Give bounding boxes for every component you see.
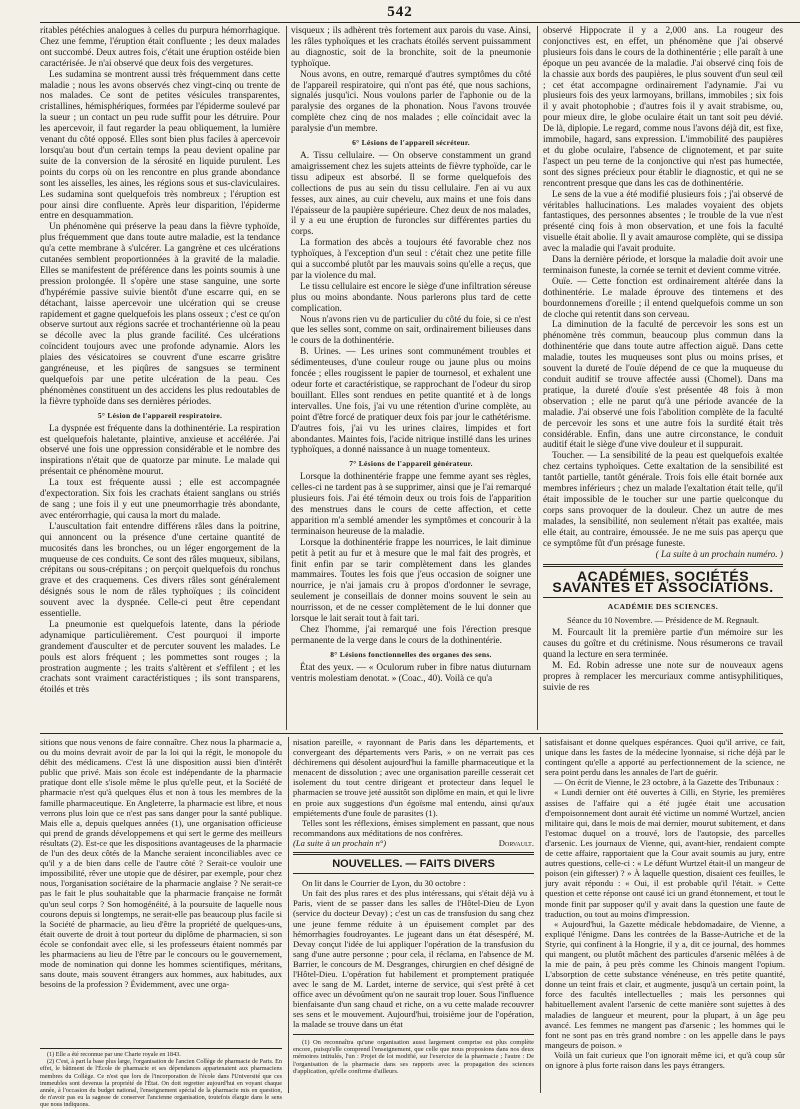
session-line: Séance du 10 Novembre. — Présidence de M. Regnault. <box>567 615 759 626</box>
paragraph: Dans la dernière période, et lorsque la maladie doit avoir une terminaison funeste, la cornée se ternit et devient comme vitrée. <box>543 255 783 276</box>
paragraph: L'auscultation fait entendre différens râles dans la poitrine, qui annoncent ou la présence d'une certaine quantité de mucosités dans les bronches, ou un léger engorgement de la muqueuse de ces conduits. Ce sont des râles muqueux, sibilans, crépitans ou sous-crépitans ; on perçoit quelquefois du ronchus grave et des craquemens. Ces divers râles sont généralement désignés sous le nom de râles typhoïques ; ils coïncident souvent avec la dyspnée. Celle-ci peut être cependant essentielle. <box>40 521 280 620</box>
page-number: 542 <box>387 4 413 20</box>
paragraph: Lorsque la dothinentérie frappe les nourrices, le lait diminue petit à petit au fur et à mesure que le mal fait des progrès, et finit enfin par se tarir complètement dans les glandes mammaires. Toutes les fois que j'eus occasion de soigner une nourrice, je n'ai jamais cru à propos d'ordonner le sevrage, seulement je conseillais de donner moins souvent le sein au nourrisson, et de ne cesser complètement de le lui donner que lorsque le lait serait tout à fait tari. <box>291 537 531 625</box>
paragraph: La pneumonie est quelquefois latente, dans la période adynamique particulièrement. C'est pourquoi il importe grandement d'ausculter et de percuter souvent les malades. Le pouls est alors fréquent ; les pommettes sont rouges ; la prostration augmente ; les traits s'altèrent et s'effilent ; et les crachats sont vraiment caractéristiques ; ils sont transparens, étoilés et très <box>40 619 280 696</box>
news-heading: NOUVELLES. — FAITS DIVERS <box>332 858 495 871</box>
column-separator <box>288 737 289 1093</box>
footnote: (1) On reconnaîtra qu'une organisation aussi largement comprise est plus complète encore, puisqu'elle comprend l'enseignement, que celle que nous proposions dans nos deux mémoires intitulés, l'un : Projet de loi modifié, sur l'exercice de la pharmacie ; l'autre : De l'organisation de la pharmacie dans ses rapports avec la propagation des sciences d'application, qu'elle confirme d'ailleurs. <box>293 1038 534 1076</box>
paragraph: — On écrit de Vienne, le 23 octobre, à la Gazette des Tribunaux : <box>554 777 779 788</box>
paragraph: Toucher. — La sensibilité de la peau est quelquefois exaltée chez certains typhoïques. Cette exaltation de la sensibilité est tantôt partielle, tantôt générale. Trois fois elle était bornée aux membres inférieurs ; chez un malade l'exaltation était telle, qu'il était impossible de le toucher sur une partie quelconque du corps sans provoquer de la douleur. Chez un autre de mes malades, la sensibilité, non seulement n'était pas exaltée, mais elle était, au contraire, émoussée. Je ne me suis pas aperçu que ce symptôme fût d'un présage funeste. <box>543 451 783 549</box>
paragraph: La dyspnée est fréquente dans la dothinentérie. La respiration est quelquefois haletante, plaintive, anxieuse et accélérée. J'ai observé une fois une oppression considérable et le nombre des inspirations n'était que de quatorze par minute. Le malade qui présentait ce phénomène mourut. <box>40 423 280 478</box>
paragraph: ritables pétéchies analogues à celles du purpura hémorrhagique. Chez une femme, l'éruption était confluente ; les deux malades ont succombé. Deux autres fois, c'était une éruption ostéide bien caractérisée. Je n'ai observé que deux fois des vergetures. <box>40 26 280 69</box>
paragraph: Ouïe. — Cette fonction est ordinairement altérée dans la dothinentérie. Le malade éprouve des tintemens et des bourdonnemens d'oreille ; il entend quelquefois comme un son de cloche qui retentit dans son cerveau. <box>543 276 783 320</box>
footnote-rule <box>293 1034 534 1035</box>
section-heading: 8° Lésions fonctionnelles des organes des sens. <box>330 649 492 659</box>
paragraph: La toux est fréquente aussi ; elle est accompagnée d'expectoration. Six fois les crachats étaient sanglans ou striés de sang ; une fois il y eut une pneumorrhagie très abondante, avec entérorrhagie, qui causa la mort du malade. <box>40 478 280 521</box>
paragraph: satisfaisant et donne quelques espérances. Quoi qu'il arrive, ce fait, unique dans les fastes de la médecine lyonnaise, si riche déjà par le contingent qu'elle a apporté au perfectionnement de la science, ne sera point perdu dans les annales de l'art de guérir. <box>545 737 785 778</box>
paragraph: La formation des abcès a toujours été favorable chez nos typhoïques, à l'exception d'un seul : c'était chez une petite fille qui a succombé plutôt par les mauvais soins qu'elle a reçus, que par la violence du mal. <box>291 238 531 281</box>
paragraph: M. Ed. Robin adresse une note sur de nouveaux agens propres à remplacer les mercuriaux comme antisyphilitiques, suivie de res <box>543 660 783 693</box>
paragraph: Nous n'avons rien vu de particulier du côté du foie, si ce n'est que les selles sont, comme on sait, ordinairement bilieuses dans le cours de la dothinentérie. <box>291 314 531 347</box>
section-divider <box>293 873 534 874</box>
column-separator <box>540 737 541 1093</box>
footnote: (2) C'est, à part la base plus large, l'organisation de l'ancien Collège de pharmacie de Paris. En effet, le bâtiment de l'École de pharmacie et ses dépendances appartenaient aux pharmaciens membres du Collège. Ce n'est que lors de l'incorporation de l'école dans l'Université que ces immeubles sont devenus la propriété de l'État. On doit regretter aujourd'hui en voyant chaque année, à l'occasion du budget national, l'enseignement spécial de la pharmacie mis en question, de n'avoir pas eu la sagesse de conserver l'ancienne organisation, toutefois élargie dans le sens que nous indiquons. <box>40 1058 282 1109</box>
bottom-column-1 <box>40 737 282 1045</box>
section-heading: 7° Lésions de l'appareil générateur. <box>349 459 473 469</box>
academy-heading: ACADÉMIE DES SCIENCES. <box>607 602 719 612</box>
author-signature: Dorvault. <box>498 837 534 848</box>
paragraph: visqueux ; ils adhèrent très fortement aux parois du vase. Ainsi, les râles typhoïques et les crachats étoilés servent puissamment au diagnostic, soit de la bronchite, soit de la pneumonie typhoïque. <box>291 26 531 69</box>
bottom-column-3 <box>545 737 785 1093</box>
paragraph: nisation pareille, « rayonnant de Paris dans les départements, et convergeant des départements vers Paris, » on ne verrait pas ces déchiremens qui désolent aujourd'hui la famille pharmaceutique et la menacent de dissolution ; avec une organisation pareille cesserait cet isolement du tout centre dirigeant et protecteur dans lequel le pharmacien se trouve jeté aussitôt son diplôme en main, et qui le livre en proie aux suggestions d'un égoïsme mal entendu, ainsi qu'aux empiétements d'une foule de parasites (1). <box>293 737 534 818</box>
paragraph: Le sens de la vue a été modifié plusieurs fois ; j'ai observé de véritables hallucinations. Les malades voyaient des objets fantastiques, des personnes absentes ; le trouble de la vue n'est présenté cinq fois à mon observation, et une fois la faculté visuelle était abolie. Il y avait amaurose complète, qui se dissipa avec la maladie qui l'avait produite. <box>543 189 783 255</box>
footnote: (1) Elle a été reconnue par une Charte royale en 1843. <box>47 1051 181 1058</box>
paragraph: sitions que nous venons de faire connaître. Chez nous la pharmacie a, ou du moins devrait avoir de par la loi qui la régit, le monopole du débit des médicamens. C'est là une disposition aussi bien d'intérêt public que privé. Mais son école est indépendante de la pharmacie pratique dont elle s'isole même le plus qu'elle peut, et la Société de pharmacie n'est qu'à quelques élus et non à tous les membres de la famille pharmaceutique. En Angleterre, la pharmacie est libre, et nous verrons plus loin que ce n'est pas sans danger pour la santé publique. Mais elle a, depuis quelques années (1), une organisation officieuse qui prend de grands développemens et qui sert le germe des meilleurs résultats (2). Est-ce que les dispositions avantageuses de la pharmacie de l'un des deux côtés de la Manche seraient inconciliables avec ce qu'il y a de bien dans celle de l'autre côté ? Serait-ce vouloir une impossibilité, rêver une utopie que de désirer, par exemple, pour chez nous, l'organisation sociétaire de la pharmacie anglaise ? Ne serait-ce pas le fait le plus souhaitable que la pharmacie française ne formât qu'un seul corps ? Son homogénéité, à la poursuite de laquelle nous courons depuis si longtemps, ne serait-elle pas beaucoup plus facile si la Société de pharmacie, au lieu d'être la propriété de quelques-uns, était ouverte de droit à tout porteur du diplôme de pharmacien, si son école se confondait avec elle, si les professeurs étaient nommés par les pharmaciens au lieu de l'être par le concours ou le gouvernement, mode de nomination qui donne les hommes scientifiques, méritans, sans doute, mais souvent étrangers aux hommes, aux habitudes, aux besoins de la profession ? Évidemment, avec une orga- <box>40 737 282 990</box>
paragraph: A. Tissu cellulaire. — On observe constamment un grand amaigrissement chez les sujets atteints de fièvre typhoïde, car le tissu adipeux est absorbé. Il se forme quelquefois des collections de pus au sein du tissu cellulaire. J'en ai vu aux fesses, aux aines, au cuir chevelu, aux mains et une fois dans l'épaisseur de la paupière supérieure. Chez deux de nos malades, il y a eu une éruption de furoncles sur différentes parties du corps. <box>291 150 531 238</box>
paragraph: Un phénomène qui préserve la peau dans la fièvre typhoïde, plus fréquemment que dans toute autre maladie, est la tendance qu'a cette membrane à s'ulcérer. La gangrène et ces ulcérations cutanées semblent proportionnées à la gravité de la maladie. Elles se manifestent de préférence dans les points soumis à une pression prolongée. Il s'opère une stase sanguine, une sorte d'hypérémie passive suivie bientôt d'une escarre qui, en se détachant, laisse apercevoir une ulcération qui se creuse rapidement et gagne quelquefois les plans osseux ; c'est ce qu'on observe surtout aux régions sacrée et trochantérienne où la peau se décolle avec la plus grande facilité. Ces ulcérations coïncident toujours avec une profonde adynamie. Alors les plaies des vésicatoires se couvrent d'une escarre grisâtre gangréneuse, et les piqûres de sangsues se terminent quelquefois par une petite ulcération de la peau. Ces phénomènes constituent un des accidens les plus redoutables de la fièvre typhoïde dans ses dernières périodes. <box>40 222 280 407</box>
paragraph: Lorsque la dothinentérie frappe une femme ayant ses règles, celles-ci ne tardent pas à se supprimer, ainsi que je l'ai remarqué plusieurs fois. J'ai été témoin deux ou trois fois de l'apparition des menstrues dans le cours de cette affection, et cette apparition m'a semblé amender les symptômes et concourir à la terminaison heureuse de la maladie. <box>291 472 531 537</box>
paragraph: Le tissu cellulaire est encore le siège d'une infiltration séreuse plus ou moins abondante. Nous parlerons plus tard de cette complication. <box>291 281 531 314</box>
footnotes <box>40 1048 282 1109</box>
section-divider <box>543 597 783 598</box>
paragraph: observé Hippocrate il y a 2,000 ans. La rougeur des conjonctives est, en effet, un phénomène que j'ai observé plusieurs fois dans le cours de la dothinentérie ; elle paraît à une époque un peu avancée de la maladie. J'ai observé cinq fois de la chassie aux bords des paupières, le plus souvent d'un seul œil ; cet état accompagne ordinairement l'adynamie. J'ai vu plusieurs fois des yeux larmoyans, brillans, immobiles ; six fois il y avait photophobie ; d'autres fois il y avait strabisme, ou, pour mieux dire, le globe oculaire était un tant soit peu dévié. De là, diplopie. Le regard, comme nous l'avons déjà dit, est fixe, immobile, hagard, sans expression. L'immobilité des paupières et du globe oculaire, l'absence de clignotement, et par suite l'aspect un peu terne de la conjonctive qui n'est pas humectée, sont des signes précieux pour établir le diagnostic, et qui ne se rencontrent presque que dans les cas de dothinentérie. <box>543 26 783 189</box>
continued-note: ( La suite à un prochain numéro. ) <box>655 549 783 560</box>
paragraph: B. Urines. — Les urines sont communément troubles et sédimenteuses, d'une couleur rouge ou jaune plus ou moins foncée ; elles rougissent le papier de tournesol, et exhalent une odeur forte et caractéristique, se rapprochant de l'odeur du sirop bouillant. Elles sont rendues en petite quantité et à de longs intervalles. Une fois, j'ai vu une rétention d'urine complète, au point d'être forcé de pratiquer deux fois par jour le cathétérisme. D'autres fois, j'ai vu les urines claires, limpides et fort abondantes. Maintes fois, l'acide nitrique instillé dans les urines typhoïques, a donné naissance à un nuage tomenteux. <box>291 347 531 456</box>
article-column-3 <box>543 26 783 706</box>
column-separator <box>537 26 538 730</box>
page-divider <box>40 733 783 734</box>
paragraph: Les sudamina se montrent aussi très fréquemment dans cette maladie ; nous les avons observés chez vingt-cinq ou trente de nos malades. Ce sont de petites vésicules transparentes, cristallines, hémisphériques, formées par l'épiderme soulevé par la sueur ; un contact un peu rude suffit pour les détruire. Pour les apercevoir, il faut regarder la peau obliquement, la lumière venant du côté opposé. Elles sont bien plus faciles à apercevoir lorsqu'au bout d'un certain temps la peau devient opaline par suite de la conversion de la sérosité en liquide purulent. Les points du corps où on les rencontre en plus grande abondance sont les aisselles, les aines, les régions sous et sus-claviculaires. Les sudamina sont quelquefois très nombreux ; l'éruption est pour ainsi dire confluente. Après leur disparition, l'épiderme entre en desquammation. <box>40 69 280 222</box>
section-heading: 5° Lésion de l'appareil respiratoire. <box>97 410 223 420</box>
column-separator <box>286 26 287 730</box>
top-rule <box>40 22 800 23</box>
paragraph: M. Fourcault lit la première partie d'un mémoire sur les causes du goître et du crétinisme. Nous résumerons ce travail quand la lecture en sera terminée. <box>543 628 783 660</box>
paragraph: « Lundi dernier ont été ouvertes à Cilli, en Styrie, les premières assises de l'affaire qui a été jugée était une accusation d'empoisonnement dont aurait été victime un nommé Wurtzel, ancien militaire qui, dans le mois de mai dernier, mourut subitement, et dans l'estomac duquel on a trouvé, lors de l'autopsie, des parcelles d'arsenic. Les journaux de Vienne, qui, avant-hier, rendaient compte de cette affaire, rapportaient que la Cour avait soumis au jury, entre autres questions, celle-ci : « Le défunt Wurtzel était-il un mangeur de poison (ein giftesser) ? » À laquelle question, disaient ces feuilles, le jury avait répondu : « Oui, il est probable qu'il l'était. » Cette question et cette réponse ont causé ici un grand étonnement, et tout le monde finit par supposer qu'il y avait dans la question une faute de traduction, ou tout au moins d'impression. <box>545 787 785 919</box>
section-heading: 6° Lésions de l'appareil sécréteur. <box>352 138 470 148</box>
paragraph: Telles sont les réflexions, émises simplement en passant, que nous recommandons aux méditations de nos confrères. <box>293 817 534 838</box>
paragraph: Voilà un fait curieux que l'on ignorait même ici, et qu'à coup sûr on ignore à plus forte raison dans les pays étrangers. <box>545 1049 785 1070</box>
article-column-2 <box>291 26 531 730</box>
section-divider <box>543 564 783 567</box>
footnote-rule <box>40 1048 282 1049</box>
section-banner: ACADÉMIES, SOCIÉTÉS SAVANTES ET ASSOCIATIONS. <box>552 568 774 596</box>
bottom-column-2 <box>293 737 534 1093</box>
paragraph: La diminution de la faculté de percevoir les sons est un phénomène très commun, beaucoup plus commun dans la dothinentérie que dans toute autre affection aiguë. Dans cette maladie, toutes les muqueuses sont plus ou moins prises, et souvent la dureté de l'ouïe dépend de ce que la muqueuse du conduit auditif se trouve affectée aussi (Chomel). Dans ma pratique, la dureté d'ouïe s'est présentée 48 fois à mon observation ; elle ne parut qu'à une période avancée de la maladie. J'ai observé une fois l'abolition complète de la faculté de percevoir les sons et une autre fois la surdité était très considérable. Enfin, dans une autre circonstance, le conduit auditif était le siège d'une vive douleur et il suppurait. <box>543 320 783 451</box>
continued-note: (La suite à un prochain n°) <box>293 837 387 848</box>
paragraph: État des yeux. — « Oculorum ruber in fibre natus diuturnam ventris molestiam denotat. » (Coac., 40). Voilà ce qu'a <box>291 662 531 684</box>
section-divider <box>293 852 534 855</box>
paragraph: « Aujourd'hui, la Gazette médicale hebdomadaire, de Vienne, a expliqué l'énigme. Dans les contrées de la Basse-Autriche et de la Styrie, qui confinent à la Hongrie, il y a, dit ce journal, des hommes qui mangent, ou plutôt mâchent des particules d'arsenic mêlées à de la mie de pain, à peu près comme les Chinois mangent l'opium. L'absorption de cette substance vénéneuse, en très petite quantité, donne un teint frais et clair, et augmente, jusqu'à un certain point, la force des facultés intellectuelles ; mais les personnes qui habituellement avalent l'arsenic de cette manière sont sujettes à des maladies de langueur et meurent, pour la plupart, à un âge peu avancé. Les femmes ne mangent pas d'arsenic ; les hommes qui le font ne sont pas en très grand nombre : on les appelle dans le pays mangeurs de poison. » <box>545 918 785 1050</box>
paragraph: Chez l'homme, j'ai remarqué une fois l'érection presque permanente de la verge dans le cours de la dothinentérie. <box>291 624 531 646</box>
article-column-1 <box>40 26 280 730</box>
paragraph: Un fait des plus rares et des plus intéressans, qui s'était déjà vu à Paris, vient de se passer dans les salles de l'Hôtel-Dieu de Lyon (service du docteur Devay) ; c'est un cas de transfusion du sang chez une jeune femme réduite à un épuisement complet par des hémorrhagies foudroyantes. Le jugeant dans un état désespéré, M. Devay conçut l'idée de lui appliquer l'opération de la transfusion du sang d'une autre personne ; pour cela, il réclama, en l'absence de M. Barrier, le concours de M. Desgranges, chirurgien en chef désigné de l'Hôtel-Dieu. L'opération fut habilement et promptement pratiquée avec le sang de M. Lardet, interne de service, qui s'est prêté à cet office avec un dévoûment qu'on ne saurait trop louer. Sous l'influence bienfaisante d'un sang chaud et riche, on a vu cette malade recouvrer ses sens et le mouvement. Aujourd'hui, troisième jour de l'opération, la malade se trouve dans un état <box>293 888 534 1030</box>
paragraph: Nous avons, en outre, remarqué d'autres symptômes du côté de l'appareil respiratoire, qui n'ont pas été, que nous sachions, signalés jusqu'ici. Nous voulons parler de l'aphonie ou de la paralysie des organes de la phonation. Nous l'avons trouvée complète chez cinq de nos malades ; elle coïncidait avec la paralysie d'un membre. <box>291 69 531 135</box>
paragraph: On lit dans le Courrier de Lyon, du 30 octobre : <box>302 878 466 889</box>
